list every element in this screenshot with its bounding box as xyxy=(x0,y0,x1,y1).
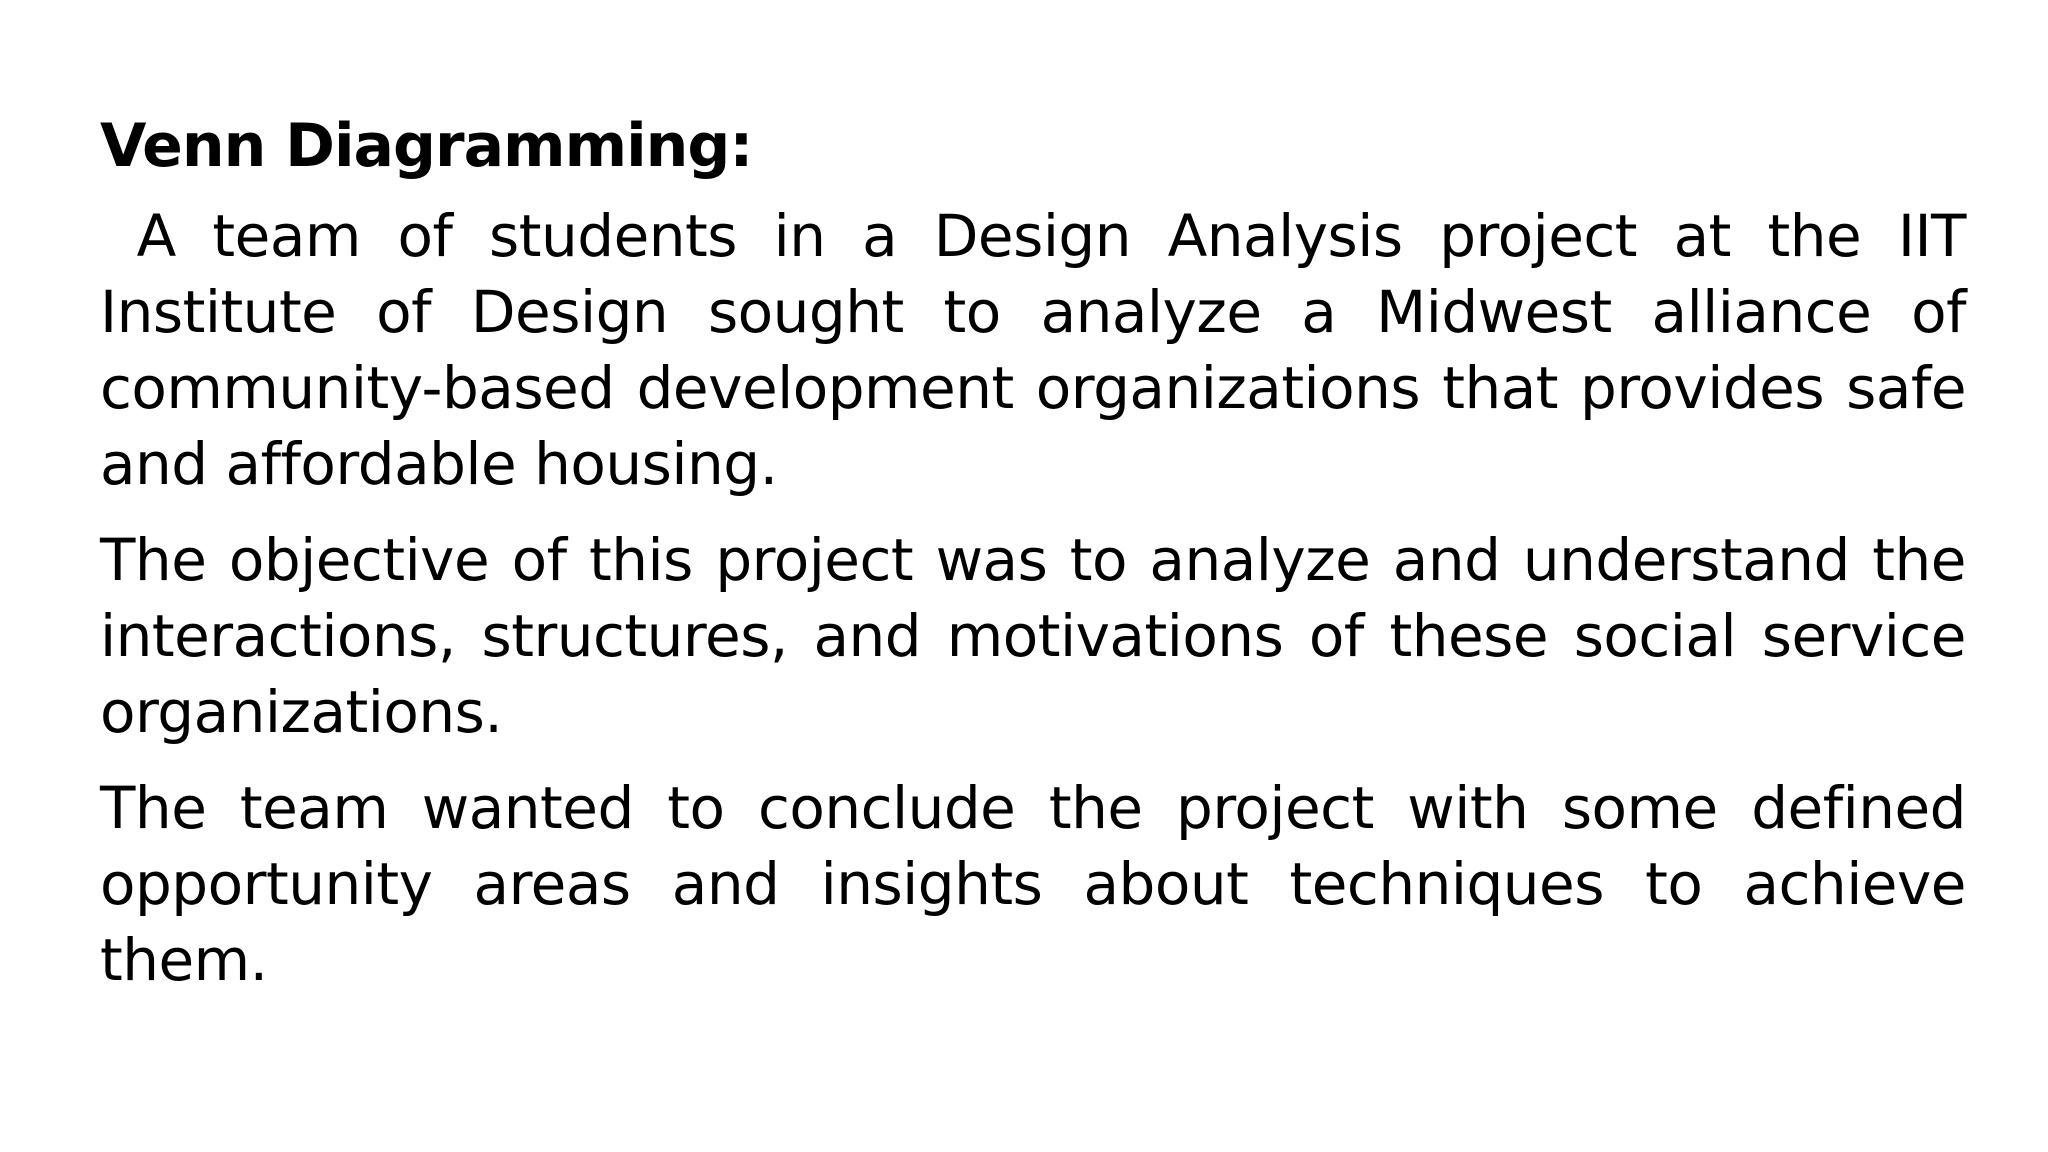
slide-content xyxy=(100,108,1966,1018)
paragraph-team-description: A team of students in a Design Analysis project at the IIT Institute of Design sought to analyze a Midwest alliance of community-based development organizations that provides safe and affordable housing. xyxy=(100,202,1966,498)
paragraph-objective: The objective of this project was to analyze and understand the interactions, structures, and motivations of these social service organizations. xyxy=(100,526,1966,746)
slide-heading: Venn Diagramming: xyxy=(100,111,753,181)
paragraph-conclusion: The team wanted to conclude the project with some defined opportunity areas and insights about techniques to achieve them. xyxy=(100,774,1966,994)
